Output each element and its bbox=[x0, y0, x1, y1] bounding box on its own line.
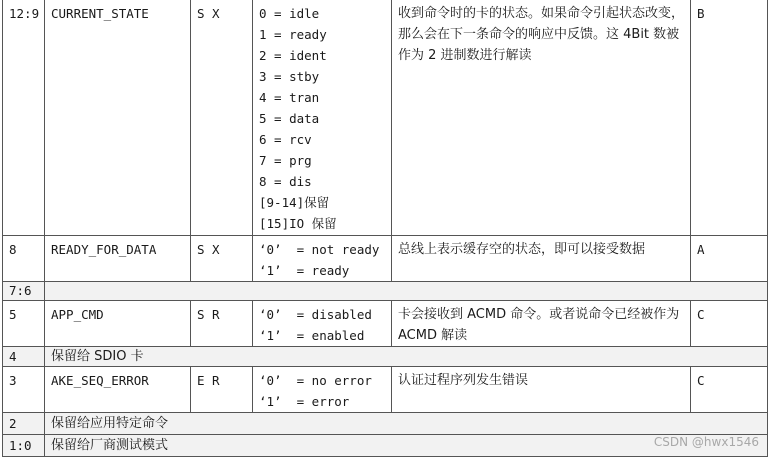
table-row bbox=[3, 235, 768, 281]
field-name-cell: APP_CMD bbox=[45, 300, 191, 346]
value-line: ‘0’ = not ready bbox=[259, 241, 380, 257]
type-cell: E R bbox=[191, 366, 253, 412]
table-row bbox=[3, 412, 768, 434]
value-line: 1 = ready bbox=[259, 27, 327, 42]
reserved-cell bbox=[45, 281, 768, 300]
values-cell bbox=[253, 300, 392, 346]
type-cell: S R bbox=[191, 300, 253, 346]
clear-condition-cell: B bbox=[691, 0, 768, 235]
value-line: [9-14]保留 bbox=[259, 195, 330, 210]
description-cell: 认证过程序列发生错误 bbox=[392, 366, 691, 412]
bits-cell: 2 bbox=[3, 412, 45, 434]
value-line: ‘0’ = no error bbox=[259, 372, 372, 388]
values-cell bbox=[253, 366, 392, 412]
values-cell bbox=[253, 235, 392, 281]
clear-condition-cell: C bbox=[691, 300, 768, 346]
type-cell: S X bbox=[191, 0, 253, 235]
value-line: ‘0’ = disabled bbox=[259, 306, 372, 322]
status-register-table bbox=[2, 0, 768, 457]
table-row bbox=[3, 346, 768, 366]
bits-cell: 7:6 bbox=[3, 281, 45, 300]
reserved-cell: 保留给应用特定命令 bbox=[45, 412, 768, 434]
bits-cell: 4 bbox=[3, 346, 45, 366]
value-line: ‘1’ = enabled bbox=[259, 327, 365, 343]
bits-cell: 3 bbox=[3, 366, 45, 412]
bits-cell: 12:9 bbox=[3, 0, 45, 235]
table-row bbox=[3, 281, 768, 300]
bits-cell: 1:0 bbox=[3, 434, 45, 456]
field-name-cell: READY_FOR_DATA bbox=[45, 235, 191, 281]
value-line: 2 = ident bbox=[259, 48, 327, 63]
field-name-cell: AKE_SEQ_ERROR bbox=[45, 366, 191, 412]
description-cell: 收到命令时的卡的状态。如果命令引起状态改变，那么会在下一条命令的响应中反馈。这 4Bit 数被作为 2 进制数进行解读 bbox=[392, 0, 691, 235]
table-row bbox=[3, 366, 768, 412]
value-line: 3 = stby bbox=[259, 69, 320, 84]
value-line: 7 = prg bbox=[259, 153, 312, 168]
table-row bbox=[3, 0, 768, 235]
value-line: 5 = data bbox=[259, 111, 320, 126]
reserved-cell: 保留给 SDIO 卡 bbox=[45, 346, 768, 366]
table-row bbox=[3, 300, 768, 346]
value-line: ‘1’ = ready bbox=[259, 262, 350, 278]
value-line: [15]IO 保留 bbox=[259, 216, 337, 231]
bits-cell: 5 bbox=[3, 300, 45, 346]
value-line: 4 = tran bbox=[259, 90, 320, 105]
value-line: 0 = idle bbox=[259, 6, 320, 21]
value-line: 6 = rcv bbox=[259, 132, 312, 147]
clear-condition-cell: A bbox=[691, 235, 768, 281]
field-name-cell: CURRENT_STATE bbox=[45, 0, 191, 235]
value-line: ‘1’ = error bbox=[259, 393, 350, 409]
type-cell: S X bbox=[191, 235, 253, 281]
value-line: 8 = dis bbox=[259, 174, 312, 189]
description-cell: 总线上表示缓存空的状态，即可以接受数据 bbox=[392, 235, 691, 281]
bits-cell: 8 bbox=[3, 235, 45, 281]
clear-condition-cell: C bbox=[691, 366, 768, 412]
description-cell: 卡会接收到 ACMD 命令。或者说命令已经被作为 ACMD 解读 bbox=[392, 300, 691, 346]
csdn-watermark: CSDN @hwx1546 bbox=[653, 435, 759, 449]
values-cell bbox=[253, 0, 392, 235]
reserved-cell: 保留给厂商测试模式 bbox=[45, 434, 768, 456]
